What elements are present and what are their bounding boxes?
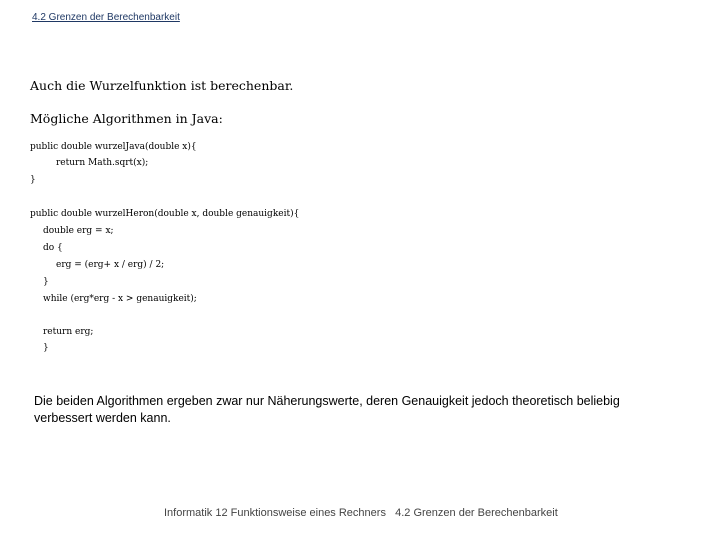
code-line: }	[30, 175, 36, 185]
code-line: }	[43, 277, 49, 287]
summary-text: Die beiden Algorithmen ergeben zwar nur Näherungswerte, deren Genauigkeit jedoch theoretisch beliebig verbessert werden kann.	[34, 394, 620, 425]
code-line: return erg;	[43, 327, 94, 337]
code-line: double erg = x;	[43, 226, 114, 236]
code-line: erg = (erg+ x / erg) / 2;	[56, 260, 165, 270]
code-line: do {	[43, 243, 63, 253]
breadcrumb[interactable]: 4.2 Grenzen der Berechenbarkeit	[32, 12, 180, 23]
code-line: while (erg*erg - x > genauigkeit);	[43, 294, 197, 304]
algorithms-heading: Mögliche Algorithmen in Java:	[30, 111, 223, 126]
intro-statement: Auch die Wurzelfunktion ist berechenbar.	[30, 78, 294, 93]
code-line: public double wurzelJava(double x){	[30, 142, 197, 152]
footer: Informatik 12 Funktionsweise eines Rechners 4.2 Grenzen der Berechenbarkeit	[164, 507, 558, 519]
code-line: return Math.sqrt(x);	[56, 158, 149, 168]
code-line: public double wurzelHeron(double x, double genauigkeit){	[30, 209, 300, 219]
code-line: }	[43, 343, 49, 353]
